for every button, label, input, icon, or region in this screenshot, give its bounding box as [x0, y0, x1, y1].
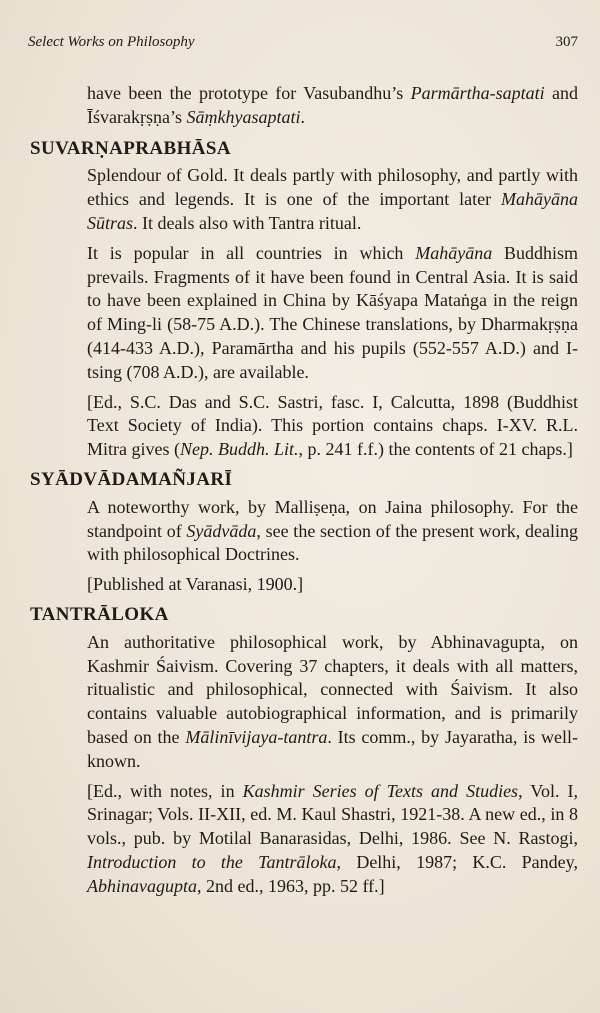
text-run: A noteworthy work, by Malliṣeṇa, on Jaina philosophy. For the standpoint of	[87, 496, 578, 541]
running-title: Select Works on Philosophy	[28, 34, 195, 50]
work-title: Nep. Buddh. Lit.	[179, 439, 299, 460]
text-run: , Vol. I, Srinagar; Vols. II-XII, ed. M. Kaul Shastri, 1921-38. A new ed., in 8 vols., pub. by Motilal Banarasidas, Delhi, 1986. See N. Rastogi,	[87, 780, 578, 849]
syadvadamanjari-edition-note: [Published at Varanasi, 1900.]	[87, 574, 304, 595]
syadvadamanjari-paragraph-1	[87, 496, 578, 567]
text-run: . It deals also with Tantra ritual.	[133, 212, 362, 233]
suvarnaprabhasa-paragraph-2	[87, 242, 578, 385]
entry-heading-syadvadamanjari: SYĀDVĀDAMAÑJARĪ	[30, 468, 233, 490]
text-run: , 2nd ed., 1963, pp. 52 ff.]	[197, 875, 385, 896]
text-run: , p. 241 f.f.) the contents of 21 chaps.]	[298, 439, 573, 460]
work-title: Kashmir Series of Texts and Studies	[242, 780, 519, 801]
tantraloka-paragraph-1	[87, 631, 578, 774]
work-title: Introduction to the Tantrāloka	[87, 851, 337, 872]
text-run: Splendour of Gold. It deals partly with philosophy, and partly with ethics and legends. It is one of the important later	[87, 165, 578, 210]
work-title: Mahāyāna Sūtras	[87, 189, 578, 233]
work-title: Mālinīvijaya-tantra	[185, 726, 328, 747]
work-title: Mahāyāna	[415, 242, 493, 263]
text-run: [Ed., S.C. Das and S.C. Sastri, fasc. I, Calcutta, 1898 (Buddhist Text Society of India). This portion contains chaps. I-XV. R.L. Mitra gives (	[87, 391, 578, 460]
intro-paragraph	[87, 82, 578, 130]
page-number: 307	[555, 34, 578, 50]
text-run: and Īśvarakṛṣṇa’s	[87, 83, 578, 127]
text-run: , see the section of the present work, dealing with philosophical Doctrines.	[87, 520, 578, 565]
suvarnaprabhasa-paragraph-1	[87, 164, 578, 235]
text-run: [Ed., with notes, in	[87, 780, 243, 801]
entry-heading-suvarnaprabhasa: SUVARṆAPRABHĀSA	[30, 137, 231, 159]
work-title: Abhinavagupta	[87, 875, 197, 896]
running-header	[28, 34, 578, 51]
page-body	[30, 82, 578, 905]
text-run: It is popular in all countries in which	[87, 242, 416, 263]
text-run: . Its comm., by Jayaratha, is well-known.	[87, 726, 578, 771]
work-title: Sāṃkhyasaptati	[186, 106, 301, 127]
work-title: Syādvāda	[186, 520, 257, 541]
text-run: , Delhi, 1987; K.C. Pandey,	[336, 851, 578, 872]
entry-heading-tantraloka: TANTRĀLOKA	[30, 603, 169, 625]
text-run: have been the prototype for Vasubandhu’s	[87, 83, 411, 103]
text-run: An authoritative philosophical work, by Abhinavagupta, on Kashmir Śaivism. Covering 37 chapters, it deals with all matters, ritualistic and philosophical, connected with Śaivism. It also contains valuable autobiographical information, and is primarily based on the	[87, 631, 578, 747]
tantraloka-edition-note	[87, 780, 578, 899]
text-run: Buddhism prevails. Fragments of it have been found in Central Asia. It is said to have been explained in China by Kāśyapa Mataṅga in the reign of Ming-li (58-75 A.D.). The Chinese translations, by Dharmakṛṣṇa (414-433 A.D.), Paramārtha and his pupils (552-557 A.D.) and I-tsing (708 A.D.), are available.	[87, 242, 578, 382]
text-run: .	[300, 106, 305, 127]
work-title: Parmārtha-saptati	[410, 83, 545, 103]
suvarnaprabhasa-edition-note	[87, 391, 578, 462]
